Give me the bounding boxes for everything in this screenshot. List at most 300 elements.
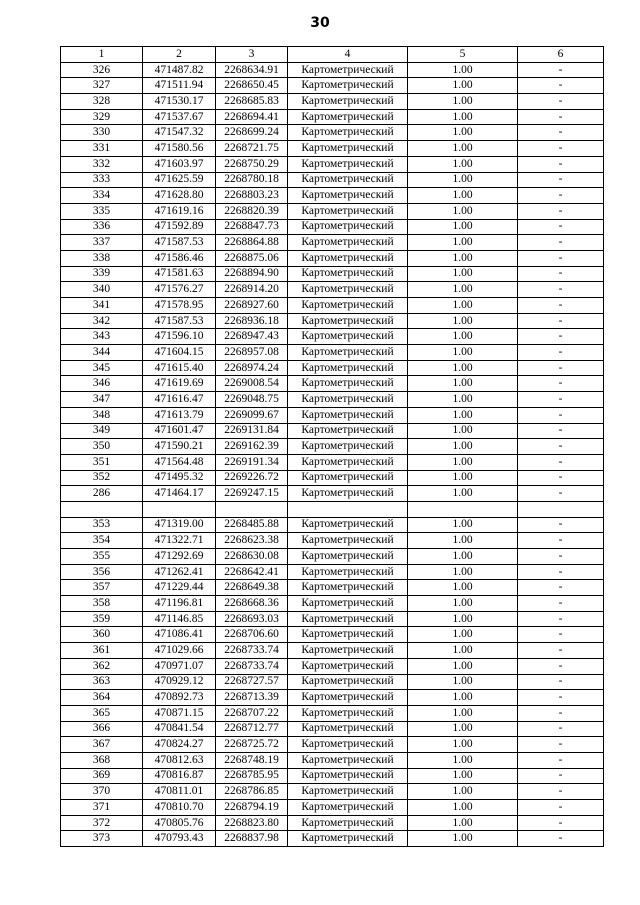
table-cell: 1.00	[408, 78, 518, 94]
table-cell: 2268725.72	[216, 737, 288, 753]
table-row	[61, 564, 604, 580]
table-cell: 470810.70	[143, 800, 216, 816]
table-cell	[288, 501, 408, 517]
header-cell: 3	[216, 47, 288, 63]
table-cell: 349	[61, 423, 143, 439]
table-cell: Картометрический	[288, 250, 408, 266]
table-cell: Картометрический	[288, 470, 408, 486]
table-cell: -	[518, 800, 604, 816]
table-cell: Картометрический	[288, 407, 408, 423]
table-cell: -	[518, 643, 604, 659]
table-cell	[143, 501, 216, 517]
table-cell: Картометрический	[288, 784, 408, 800]
table-cell: 2268947.43	[216, 329, 288, 345]
table-cell: 1.00	[408, 282, 518, 298]
table-cell: 471576.27	[143, 282, 216, 298]
table-row	[61, 235, 604, 251]
table-cell: 1.00	[408, 486, 518, 502]
table-cell: 1.00	[408, 329, 518, 345]
table-cell: -	[518, 658, 604, 674]
table-cell: -	[518, 737, 604, 753]
table-cell: 471587.53	[143, 313, 216, 329]
table-cell: 471628.80	[143, 188, 216, 204]
table-cell: 1.00	[408, 172, 518, 188]
table-cell: 1.00	[408, 737, 518, 753]
table-cell: 1.00	[408, 407, 518, 423]
table-cell: 2269247.15	[216, 486, 288, 502]
table-row	[61, 141, 604, 157]
table-row	[61, 831, 604, 847]
table-cell: 335	[61, 203, 143, 219]
table-cell: 1.00	[408, 800, 518, 816]
table-cell: Картометрический	[288, 392, 408, 408]
table-cell: -	[518, 705, 604, 721]
table-cell: 1.00	[408, 298, 518, 314]
table-row	[61, 345, 604, 361]
table-cell: 328	[61, 94, 143, 110]
table-cell: 1.00	[408, 721, 518, 737]
table-cell: 368	[61, 752, 143, 768]
table-cell: 2268820.39	[216, 203, 288, 219]
table-cell: 326	[61, 62, 143, 78]
table-cell: 470971.07	[143, 658, 216, 674]
table-cell: 352	[61, 470, 143, 486]
table-cell: -	[518, 313, 604, 329]
table-cell: 342	[61, 313, 143, 329]
table-cell: 357	[61, 580, 143, 596]
table-cell: 363	[61, 674, 143, 690]
table-cell: -	[518, 345, 604, 361]
header-cell: 1	[61, 47, 143, 63]
table-cell	[61, 501, 143, 517]
table-cell: 471604.15	[143, 345, 216, 361]
table-cell: 2269008.54	[216, 376, 288, 392]
table-cell: Картометрический	[288, 533, 408, 549]
table-cell: 2268485.88	[216, 517, 288, 533]
table-cell: Картометрический	[288, 423, 408, 439]
table-cell: 471601.47	[143, 423, 216, 439]
table-cell: -	[518, 564, 604, 580]
table-cell: Картометрический	[288, 596, 408, 612]
table-cell: 471322.71	[143, 533, 216, 549]
table-cell: 471547.32	[143, 125, 216, 141]
table-row	[61, 313, 604, 329]
table-cell: -	[518, 266, 604, 282]
table-row	[61, 125, 604, 141]
table-cell: 329	[61, 109, 143, 125]
table-cell: 1.00	[408, 235, 518, 251]
table-cell: 353	[61, 517, 143, 533]
table-row	[61, 627, 604, 643]
table-cell: 2268623.38	[216, 533, 288, 549]
table-cell: 341	[61, 298, 143, 314]
table-cell: 348	[61, 407, 143, 423]
table-cell: Картометрический	[288, 815, 408, 831]
table-cell: 471615.40	[143, 360, 216, 376]
table-cell: 1.00	[408, 831, 518, 847]
table-cell: -	[518, 784, 604, 800]
table-cell: -	[518, 62, 604, 78]
table-cell: Картометрический	[288, 109, 408, 125]
table-cell: 2268694.41	[216, 109, 288, 125]
table-cell: 2269162.39	[216, 439, 288, 455]
table-cell: Картометрический	[288, 439, 408, 455]
table-cell: Картометрический	[288, 282, 408, 298]
table-cell: 2268733.74	[216, 643, 288, 659]
table-cell: Картометрический	[288, 658, 408, 674]
table-cell: 334	[61, 188, 143, 204]
table-row	[61, 360, 604, 376]
table-cell: 471495.32	[143, 470, 216, 486]
table-cell: 471146.85	[143, 611, 216, 627]
table-cell: -	[518, 486, 604, 502]
table-row	[61, 94, 604, 110]
table-cell: -	[518, 815, 604, 831]
table-cell: -	[518, 94, 604, 110]
table-cell: 1.00	[408, 376, 518, 392]
table-cell: -	[518, 580, 604, 596]
table-cell: 327	[61, 78, 143, 94]
table-row	[61, 611, 604, 627]
table-row	[61, 109, 604, 125]
table-cell	[408, 501, 518, 517]
table-cell	[518, 501, 604, 517]
table-cell: Картометрический	[288, 737, 408, 753]
table-cell: 372	[61, 815, 143, 831]
table-cell: 471564.48	[143, 454, 216, 470]
table-cell: Картометрический	[288, 172, 408, 188]
table-cell: 362	[61, 658, 143, 674]
table-cell: -	[518, 141, 604, 157]
separator-row	[61, 501, 604, 517]
table-cell: -	[518, 768, 604, 784]
table-cell: -	[518, 188, 604, 204]
table-cell: -	[518, 596, 604, 612]
table-cell: 286	[61, 486, 143, 502]
table-cell: 471580.56	[143, 141, 216, 157]
table-cell: 470841.54	[143, 721, 216, 737]
table-cell: 1.00	[408, 517, 518, 533]
table-cell: 2268668.36	[216, 596, 288, 612]
table-cell: 1.00	[408, 250, 518, 266]
table-cell: Картометрический	[288, 580, 408, 596]
table-cell: 2268699.24	[216, 125, 288, 141]
table-row	[61, 423, 604, 439]
table-cell: 364	[61, 690, 143, 706]
table-row	[61, 705, 604, 721]
table-cell: 2268957.08	[216, 345, 288, 361]
table-row	[61, 266, 604, 282]
table-cell: 470812.63	[143, 752, 216, 768]
table-cell: 471619.69	[143, 376, 216, 392]
table-cell: 471578.95	[143, 298, 216, 314]
table-row	[61, 784, 604, 800]
table-cell: 1.00	[408, 62, 518, 78]
table-cell: 1.00	[408, 392, 518, 408]
table-cell: 470871.15	[143, 705, 216, 721]
table-cell: 361	[61, 643, 143, 659]
table-cell: 470816.87	[143, 768, 216, 784]
table-cell: 331	[61, 141, 143, 157]
table-cell: -	[518, 517, 604, 533]
table-cell: 2268706.60	[216, 627, 288, 643]
table-row	[61, 800, 604, 816]
table-cell: 471603.97	[143, 156, 216, 172]
table-cell: 470805.76	[143, 815, 216, 831]
table-cell: 1.00	[408, 533, 518, 549]
table-cell: 345	[61, 360, 143, 376]
table-row	[61, 768, 604, 784]
table-cell: 354	[61, 533, 143, 549]
table-row	[61, 549, 604, 565]
table-cell: Картометрический	[288, 235, 408, 251]
table-cell: 471613.79	[143, 407, 216, 423]
table-cell: Картометрический	[288, 721, 408, 737]
table-cell: Картометрический	[288, 298, 408, 314]
table-cell: 471319.00	[143, 517, 216, 533]
table-cell: 356	[61, 564, 143, 580]
table-row	[61, 690, 604, 706]
table-cell: 471511.94	[143, 78, 216, 94]
table-cell: 2268748.19	[216, 752, 288, 768]
table-cell: 2269048.75	[216, 392, 288, 408]
table-row	[61, 486, 604, 502]
page-number: 30	[310, 15, 330, 31]
table-cell: Картометрический	[288, 800, 408, 816]
table-row	[61, 250, 604, 266]
table-cell: 2268685.83	[216, 94, 288, 110]
table-cell: 471537.67	[143, 109, 216, 125]
table-cell: 2268785.95	[216, 768, 288, 784]
table-cell: -	[518, 109, 604, 125]
table-cell: -	[518, 219, 604, 235]
table-row	[61, 721, 604, 737]
table-cell: 471464.17	[143, 486, 216, 502]
table-cell: Картометрический	[288, 454, 408, 470]
table-cell: 1.00	[408, 203, 518, 219]
table-cell: Картометрический	[288, 768, 408, 784]
table-cell: 343	[61, 329, 143, 345]
table-row	[61, 643, 604, 659]
table-row	[61, 674, 604, 690]
table-cell: 1.00	[408, 439, 518, 455]
table-cell: 1.00	[408, 596, 518, 612]
table-cell: 1.00	[408, 690, 518, 706]
table-row	[61, 580, 604, 596]
table-cell: -	[518, 235, 604, 251]
table-cell: 2268713.39	[216, 690, 288, 706]
table-cell: 2268894.90	[216, 266, 288, 282]
table-cell: -	[518, 454, 604, 470]
table-cell: 337	[61, 235, 143, 251]
table-cell: 471586.46	[143, 250, 216, 266]
table-cell: 1.00	[408, 313, 518, 329]
table-cell: 369	[61, 768, 143, 784]
table-cell: 1.00	[408, 752, 518, 768]
table-cell: 347	[61, 392, 143, 408]
table-cell: Картометрический	[288, 78, 408, 94]
header-cell: 2	[143, 47, 216, 63]
table-cell: 2268630.08	[216, 549, 288, 565]
table-cell: 2268803.23	[216, 188, 288, 204]
table-cell: -	[518, 423, 604, 439]
table-cell: -	[518, 392, 604, 408]
table-cell: Картометрический	[288, 203, 408, 219]
table-cell: 2268847.73	[216, 219, 288, 235]
table-cell: 1.00	[408, 564, 518, 580]
table-cell: 330	[61, 125, 143, 141]
table-cell: -	[518, 329, 604, 345]
table-cell: 1.00	[408, 266, 518, 282]
table-cell: 2268974.24	[216, 360, 288, 376]
table-cell: -	[518, 250, 604, 266]
table-cell: 2268936.18	[216, 313, 288, 329]
table-cell: -	[518, 470, 604, 486]
table-header	[61, 47, 604, 63]
table-cell: -	[518, 125, 604, 141]
table-cell: 2268837.98	[216, 831, 288, 847]
table-cell: 1.00	[408, 188, 518, 204]
table-cell: 333	[61, 172, 143, 188]
table-cell: -	[518, 752, 604, 768]
table-cell: -	[518, 282, 604, 298]
table-cell: Картометрический	[288, 549, 408, 565]
table-cell: 2268650.45	[216, 78, 288, 94]
table-cell: 2268727.57	[216, 674, 288, 690]
table-cell: 2268642.41	[216, 564, 288, 580]
table-cell: 1.00	[408, 768, 518, 784]
header-row	[61, 47, 604, 63]
table-cell: 471581.63	[143, 266, 216, 282]
table-cell: 471592.89	[143, 219, 216, 235]
table-cell: Картометрический	[288, 219, 408, 235]
table-cell: 470824.27	[143, 737, 216, 753]
table-cell: -	[518, 831, 604, 847]
header-cell: 6	[518, 47, 604, 63]
table-cell: Картометрический	[288, 611, 408, 627]
table-row	[61, 407, 604, 423]
table-row	[61, 172, 604, 188]
table-cell: Картометрический	[288, 486, 408, 502]
table-cell: Картометрический	[288, 376, 408, 392]
table-cell: Картометрический	[288, 643, 408, 659]
table-row	[61, 188, 604, 204]
table-cell: 2268721.75	[216, 141, 288, 157]
table-cell: 2268864.88	[216, 235, 288, 251]
table-cell: 1.00	[408, 125, 518, 141]
table-cell: 471619.16	[143, 203, 216, 219]
table-row	[61, 298, 604, 314]
table-row	[61, 470, 604, 486]
table-cell: Картометрический	[288, 125, 408, 141]
table-cell: 2268794.19	[216, 800, 288, 816]
table-cell: 1.00	[408, 141, 518, 157]
table-cell: 471292.69	[143, 549, 216, 565]
table-cell: 350	[61, 439, 143, 455]
table-cell: 1.00	[408, 109, 518, 125]
table-cell: -	[518, 156, 604, 172]
table-cell: 1.00	[408, 784, 518, 800]
table-cell: 1.00	[408, 454, 518, 470]
coordinates-table	[60, 46, 604, 847]
table-cell: 346	[61, 376, 143, 392]
table-cell: -	[518, 690, 604, 706]
table-cell: 1.00	[408, 156, 518, 172]
table-cell: -	[518, 439, 604, 455]
table-cell: 470929.12	[143, 674, 216, 690]
table-cell: 1.00	[408, 658, 518, 674]
table-cell: 471196.81	[143, 596, 216, 612]
table-cell: Картометрический	[288, 627, 408, 643]
table-cell: 340	[61, 282, 143, 298]
table-cell: 339	[61, 266, 143, 282]
table-cell: 344	[61, 345, 143, 361]
table-cell: Картометрический	[288, 674, 408, 690]
table-cell: -	[518, 674, 604, 690]
table-cell: 470892.73	[143, 690, 216, 706]
table-cell: 336	[61, 219, 143, 235]
table-cell: Картометрический	[288, 360, 408, 376]
table-cell: 370	[61, 784, 143, 800]
table-cell: 1.00	[408, 580, 518, 596]
table-cell: 471487.82	[143, 62, 216, 78]
table-cell: 1.00	[408, 815, 518, 831]
table-cell: 2269226.72	[216, 470, 288, 486]
table-cell: 1.00	[408, 345, 518, 361]
table-cell: 355	[61, 549, 143, 565]
table-row	[61, 596, 604, 612]
table-cell: 367	[61, 737, 143, 753]
table-row	[61, 815, 604, 831]
table-cell: 358	[61, 596, 143, 612]
table-row	[61, 376, 604, 392]
table-cell: 2268786.85	[216, 784, 288, 800]
table-cell: 373	[61, 831, 143, 847]
table-cell: 1.00	[408, 674, 518, 690]
table-cell: 1.00	[408, 549, 518, 565]
table-row	[61, 62, 604, 78]
header-cell: 4	[288, 47, 408, 63]
table-cell: 1.00	[408, 705, 518, 721]
table-cell: 359	[61, 611, 143, 627]
table-cell: 471262.41	[143, 564, 216, 580]
table-cell: Картометрический	[288, 517, 408, 533]
table-row	[61, 329, 604, 345]
table-cell: 471029.66	[143, 643, 216, 659]
table-cell	[216, 501, 288, 517]
table-cell: 338	[61, 250, 143, 266]
table-row	[61, 454, 604, 470]
table-row	[61, 219, 604, 235]
table-cell: Картометрический	[288, 345, 408, 361]
table-cell: 471587.53	[143, 235, 216, 251]
table-cell: 470793.43	[143, 831, 216, 847]
table-cell: Картометрический	[288, 313, 408, 329]
table-cell: -	[518, 78, 604, 94]
table-cell: -	[518, 721, 604, 737]
table-cell: Картометрический	[288, 831, 408, 847]
table-row	[61, 156, 604, 172]
table-cell: Картометрический	[288, 141, 408, 157]
table-cell: -	[518, 627, 604, 643]
table-row	[61, 517, 604, 533]
table-cell: Картометрический	[288, 156, 408, 172]
table-cell: 2268750.29	[216, 156, 288, 172]
table-cell: -	[518, 203, 604, 219]
table-row	[61, 78, 604, 94]
table-cell: -	[518, 376, 604, 392]
table-cell: 2269099.67	[216, 407, 288, 423]
